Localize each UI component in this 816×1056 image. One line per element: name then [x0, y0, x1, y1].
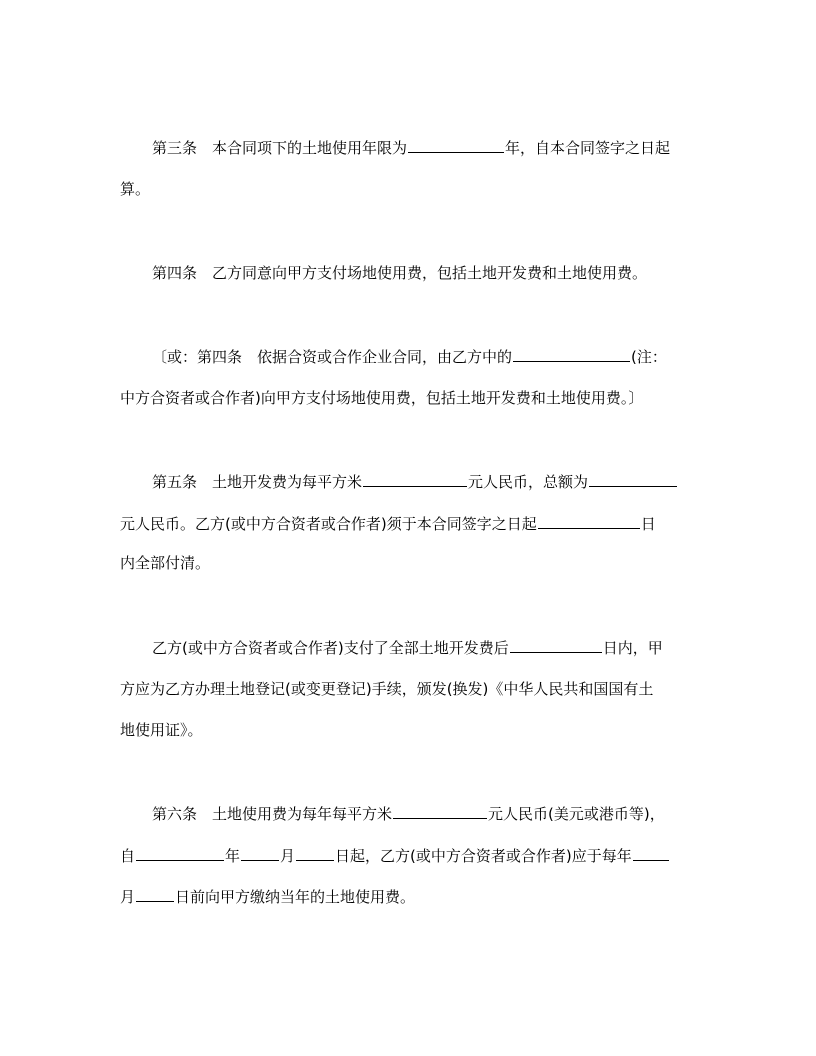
article6-text-e: 月: [280, 847, 296, 865]
article5-line2: [120, 513, 656, 534]
start-month-blank: [241, 845, 279, 861]
payment-days-blank: [538, 513, 640, 529]
article4-alt-line1: [152, 346, 667, 367]
article4-text: 第四条 乙方同意向甲方支付场地使用费，包括土地开发费和土地使用费。: [152, 264, 648, 282]
article5-line3: [120, 553, 210, 573]
article5-text-b: 元人民币，总额为: [468, 473, 589, 491]
article4-alt-text-c: 中方合资者或合作者)向甲方支付场地使用费，包括土地开发费和土地使用费。〕: [120, 389, 644, 407]
article4-alt-text-a: 〔或：第四条 依据合资或合作企业合同，由乙方中的: [152, 348, 513, 366]
annual-day-blank: [136, 886, 174, 902]
term-years-blank: [408, 137, 504, 153]
article3-line2: [120, 179, 150, 199]
article6-text-a: 第六条 土地使用费为每年每平方米: [152, 805, 393, 823]
article5-line1: [152, 471, 678, 492]
article3-text-c: 算。: [120, 180, 151, 198]
article5-p2-line2: [120, 679, 653, 699]
annual-month-blank: [633, 845, 669, 861]
use-fee-per-sqm-blank: [393, 803, 487, 819]
article5-text-d: 日: [640, 515, 656, 533]
party-blank: [513, 346, 630, 362]
article5-text-c: 元人民币。乙方(或中方合资者或合作者)须于本合同签字之日起: [120, 515, 537, 533]
dev-fee-total-blank: [589, 471, 677, 487]
article6-text-g: 月: [120, 888, 136, 906]
article6-text-f: 日起，乙方(或中方合资者或合作者)应于每年: [335, 847, 632, 865]
article5-p2-line3: [120, 720, 203, 740]
article4-alt-text-b: (注：: [631, 348, 667, 366]
article4-line1: [152, 263, 647, 283]
article6-text-b: 元人民币(美元或港币等)，: [488, 805, 665, 823]
article5-p2-text-c: 方应为乙方办理土地登记(或变更登记)手续，颁发(换发)《中华人民共和国国有土: [120, 680, 654, 698]
article5-p2-line1: [152, 637, 663, 658]
article3-line1: [152, 137, 670, 158]
article3-text-a: 第三条 本合同项下的土地使用年限为: [152, 139, 408, 157]
dev-fee-per-sqm-blank: [363, 471, 467, 487]
article5-p2-text-b: 日内，甲: [602, 639, 663, 657]
article6-text-h: 日前向甲方缴纳当年的土地使用费。: [175, 888, 416, 906]
article5-p2-text-a: 乙方(或中方合资者或合作者)支付了全部土地开发费后: [152, 639, 509, 657]
article6-line3: [120, 886, 415, 907]
article6-text-c: 自: [120, 847, 136, 865]
article5-text-a: 第五条 土地开发费为每平方米: [152, 473, 363, 491]
start-day-blank: [296, 845, 334, 861]
article6-text-d: 年: [225, 847, 241, 865]
registration-days-blank: [510, 637, 602, 653]
article5-p2-text-d: 地使用证》。: [120, 721, 203, 739]
article4-alt-line2: [120, 388, 643, 408]
article6-line1: [152, 803, 665, 824]
article5-text-e: 内全部付清。: [120, 554, 211, 572]
article6-line2: [120, 845, 670, 866]
article3-text-b: 年，自本合同签字之日起: [505, 139, 671, 157]
start-year-blank: [136, 845, 224, 861]
